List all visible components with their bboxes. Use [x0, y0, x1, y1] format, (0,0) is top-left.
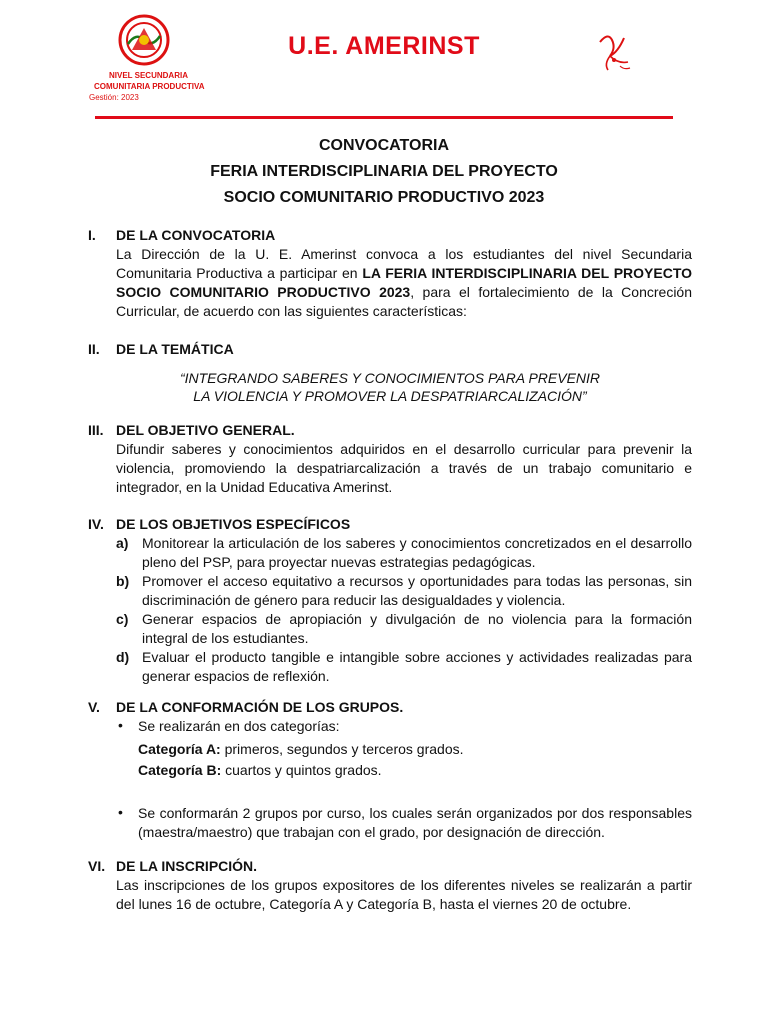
section-paragraph: Las inscripciones de los grupos expositores de los diferentes niveles se realizarán a partir del lunes 16 de octubre, Categoría A y Categoría B, hasta el viernes 20 de octubre. — [116, 877, 692, 912]
document-body — [88, 226, 692, 914]
section-objetivos-especificos — [88, 515, 692, 686]
theme-line-2: LA VIOLENCIA Y PROMOVER LA DESPATRIARCALIZACIÓN” — [193, 388, 587, 404]
school-name: U.E. AMERINST — [288, 32, 480, 60]
bullet-item — [116, 804, 692, 842]
section-title: DE LA INSCRIPCIÓN. — [116, 858, 258, 874]
section-number: VI. — [88, 858, 106, 874]
modality-label: COMUNITARIA PRODUCTIVA — [94, 82, 205, 91]
item-text: Generar espacios de apropiación y divulgación de no violencia para la formación integral de los estudiantes. — [142, 611, 692, 646]
list-item — [116, 610, 692, 648]
section-number: IV. — [88, 516, 104, 532]
section-heading — [88, 857, 692, 876]
letterhead — [0, 0, 768, 125]
list-item — [116, 648, 692, 686]
section-tematica — [88, 340, 692, 405]
section-number: V. — [88, 699, 100, 715]
section-title: DE LA CONFORMACIÓN DE LOS GRUPOS. — [116, 699, 404, 715]
theme-quote — [88, 369, 692, 405]
dove-logo — [594, 30, 634, 74]
category-text: cuartos y quintos grados. — [221, 762, 382, 778]
section-grupos — [88, 698, 692, 842]
paragraph-text: La Dirección de la U. E. Amerinst convoca a los estudiantes del nivel Secundaria Comunitaria Productiva a participar en — [116, 246, 692, 281]
section-number: I. — [88, 227, 96, 243]
bullet-icon: • — [118, 804, 123, 820]
bullet-item — [116, 717, 692, 736]
section-heading — [88, 515, 692, 534]
document-title — [0, 133, 768, 211]
title-line-3: SOCIO COMUNITARIO PRODUCTIVO 2023 — [223, 189, 545, 206]
item-text: Monitorear la articulación de los saberes y conocimientos concretizados en el desarrollo pleno del PSP, para proyectar nuevas estrategias pedagógicas. — [142, 535, 692, 570]
item-letter: b) — [116, 573, 130, 589]
header-divider — [95, 116, 673, 119]
item-letter: c) — [116, 611, 129, 627]
item-text: Evaluar el producto tangible e intangible sobre acciones y actividades realizadas para generar espacios de reflexión. — [142, 649, 692, 684]
section-paragraph: Difundir saberes y conocimientos adquiridos en el desarrollo curricular para prevenir la violencia, promoviendo la despatriarcalización a través de un trabajo comunitario e integrador, en la Unidad Educativa Amerinst. — [116, 441, 692, 495]
section-heading — [88, 226, 692, 245]
paragraph-bold-text: LA FERIA INTERDISCIPLINARIA DEL PROYECTO SOCIO COMUNITARIO PRODUCTIVO 2023 — [116, 265, 693, 300]
section-number: III. — [88, 422, 104, 438]
section-convocatoria — [88, 226, 692, 321]
section-objetivo-general — [88, 421, 692, 497]
section-inscripcion — [88, 857, 692, 914]
title-line-2: FERIA INTERDISCIPLINARIA DEL PROYECTO — [210, 163, 558, 180]
category-label: Categoría B: — [138, 762, 222, 778]
bullet-text: Se conformarán 2 grupos por curso, los cuales serán organizados por dos responsables (maestra/maestro) que trabajan con el grado, por designación de dirección. — [138, 805, 692, 840]
item-letter: d) — [116, 649, 130, 665]
section-heading — [88, 421, 692, 440]
section-title: DE LOS OBJETIVOS ESPECÍFICOS — [116, 516, 351, 532]
section-number: II. — [88, 341, 100, 357]
category-b — [138, 761, 692, 780]
section-title: DE LA CONVOCATORIA — [116, 227, 276, 243]
section-title: DE LA TEMÁTICA — [116, 341, 234, 357]
section-heading — [88, 698, 692, 717]
list-item — [116, 534, 692, 572]
year-label: Gestión: 2023 — [89, 93, 139, 102]
title-line-1: CONVOCATORIA — [318, 137, 450, 154]
theme-line-1: “INTEGRANDO SABERES Y CONOCIMIENTOS PARA PREVENIR — [179, 370, 601, 386]
category-a — [138, 740, 692, 759]
item-letter: a) — [116, 535, 129, 551]
category-text: primeros, segundos y terceros grados. — [220, 741, 464, 757]
bullet-text: Se realizarán en dos categorías: — [138, 718, 340, 734]
item-text: Promover el acceso equitativo a recursos y oportunidades para todas las personas, sin discriminación de género para reducir las desigualdades y violencia. — [142, 573, 692, 608]
section-title: DEL OBJETIVO GENERAL. — [116, 422, 295, 438]
paragraph-text: , para el fortalecimiento de la Concreción Curricular, de acuerdo con las siguientes características: — [116, 284, 692, 319]
bullet-icon: • — [118, 717, 123, 733]
category-label: Categoría A: — [138, 741, 221, 757]
section-paragraph — [116, 245, 692, 321]
list-item — [116, 572, 692, 610]
section-heading — [88, 340, 692, 359]
level-label: NIVEL SECUNDARIA — [109, 71, 188, 80]
